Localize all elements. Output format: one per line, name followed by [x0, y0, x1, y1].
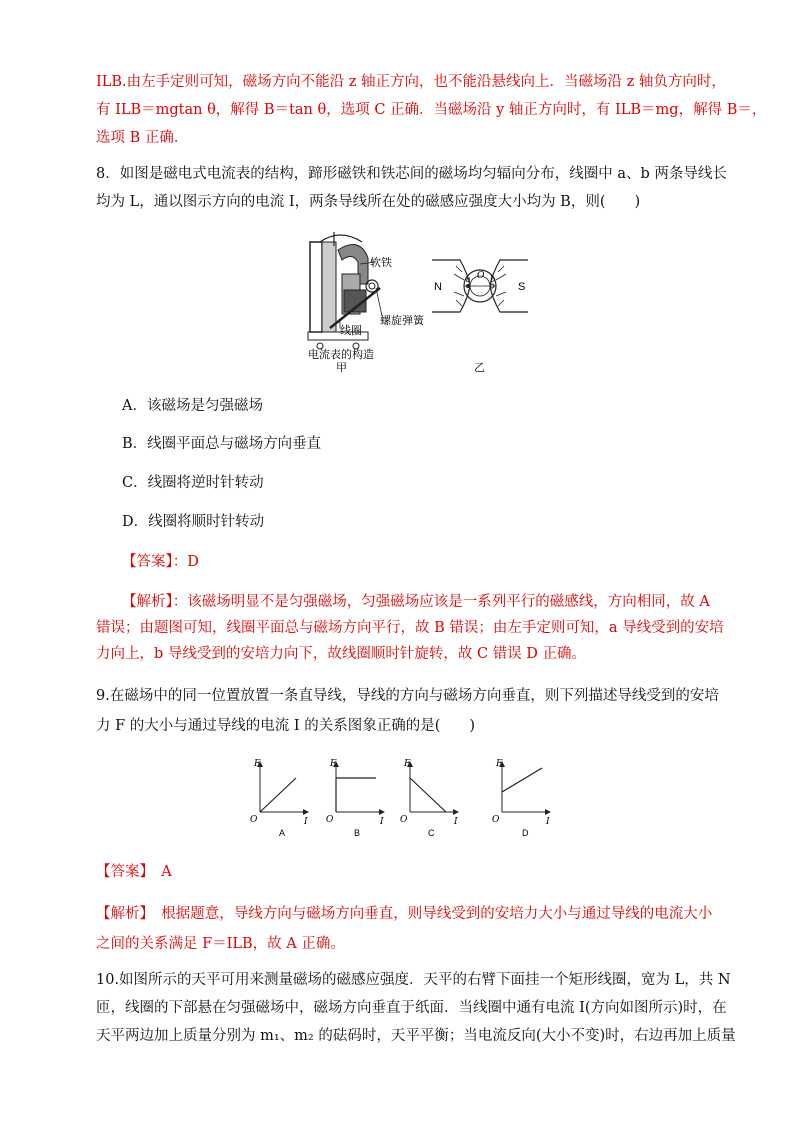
q8-stem-line-2: 均为 L，通以图示方向的电流 I，两条导线所在处的磁感应强度大小均为 B，则( ) [96, 194, 641, 210]
graph-c-origin: O [400, 815, 408, 825]
label-wire-b: b [490, 275, 496, 284]
graph-c-x-label: I [454, 817, 458, 827]
graph-a-origin: O [250, 815, 258, 825]
q8-stem-line-1: 8．如图是磁电式电流表的结构，蹄形磁铁和铁芯间的磁场均匀辐向分布，线圈中 a、b 两条导线长 [96, 166, 727, 182]
q8-option-a: A．该磁场是匀强磁场 [122, 398, 263, 414]
graph-a-x-label: I [304, 817, 308, 827]
q10-stem-line-1: 10.如图所示的天平可用来测量磁场的磁感应强度．天平的右臂下面挂一个矩形线圈，宽为 L，共 N [96, 972, 731, 988]
label-north-pole: N [434, 281, 442, 293]
f-i-graphs [246, 756, 556, 840]
q9-stem-line-1: 9.在磁场中的同一位置放置一条直导线，导线的方向与磁场方向垂直，则下列描述导线受到的安培 [96, 688, 719, 704]
graph-d [492, 759, 550, 838]
q8-option-c: C．线圈将逆时针转动 [122, 475, 264, 491]
graph-a-y-label: F [254, 759, 261, 769]
label-south-pole: S [518, 281, 526, 293]
graph-d-x-label: I [546, 817, 550, 827]
q10-stem-line-3: 天平两边加上质量分别为 m₁、m₂ 的砝码时，天平平衡；当电流反向(大小不变)时，右边再加上质量 [96, 1028, 736, 1044]
label-coil: 线圈 [340, 325, 362, 337]
caption-yi: 乙 [474, 362, 485, 374]
graph-b-origin: O [326, 815, 334, 825]
graph-c-caption: C [428, 828, 435, 838]
q8-answer: 【答案】：D [122, 554, 199, 570]
graph-d-y-label: F [496, 759, 503, 769]
graph-b-caption: B [354, 828, 361, 838]
graph-c-y-label: F [404, 759, 411, 769]
graph-a [250, 759, 308, 838]
label-center-o: O [477, 271, 485, 281]
caption-ammeter-structure: 电流表的构造 [308, 349, 374, 361]
graph-b-y-label: F [330, 759, 337, 769]
q8-analysis-line-1: 【解析】：该磁场明显不是匀强磁场，匀强磁场应该是一系列平行的磁感线，方向相同，故 A [122, 594, 710, 610]
q8-option-b: B．线圈平面总与磁场方向垂直 [122, 436, 322, 452]
magnetic-field-cross-section-figure [430, 256, 530, 376]
graph-d-caption: D [522, 828, 529, 838]
q9-stem-line-2: 力 F 的大小与通过导线的电流 I 的关系图象正确的是( ) [96, 718, 476, 734]
q9-answer: 【答案】 A [96, 864, 172, 880]
graph-a-caption: A [279, 828, 286, 838]
label-soft-iron: 软铁 [370, 257, 392, 269]
prev-analysis-line-2: 有 ILB＝mgtan θ，解得 B＝tan θ，选项 C 正确．当磁场沿 y 轴正方向时，有 ILB＝mg，解得 B＝， [96, 102, 767, 118]
graph-c [400, 759, 458, 838]
q8-option-d: D．线圈将顺时针转动 [122, 514, 265, 530]
label-spiral-spring: 螺旋弹簧 [380, 315, 424, 327]
prev-analysis-line-1: ILB.由左手定则可知，磁场方向不能沿 z 轴正方向，也不能沿悬线向上．当磁场沿 z 轴负方向时， [96, 74, 726, 90]
label-wire-a: a [466, 275, 471, 284]
q9-analysis-line-1: 【解析】 根据题意，导线方向与磁场方向垂直，则导线受到的安培力大小与通过导线的电流大小 [96, 906, 713, 922]
caption-jia: 甲 [336, 362, 347, 374]
prev-analysis-line-3: 选项 B 正确． [96, 130, 189, 146]
q8-analysis-line-3: 力向上，b 导线受到的安培力向下，故线圈顺时针旋转，故 C 错误 D 正确。 [96, 646, 587, 662]
q9-analysis-line-2: 之间的关系满足 F＝ILB，故 A 正确。 [96, 936, 345, 952]
ammeter-structure-figure [300, 224, 424, 374]
q10-stem-line-2: 匝，线圈的下部悬在匀强磁场中，磁场方向垂直于纸面．当线圈中通有电流 I(方向如图所示)时，在 [96, 1000, 727, 1016]
graph-b [326, 759, 384, 838]
graph-b-x-label: I [380, 817, 384, 827]
q8-analysis-line-2: 错误；由题图可知，线圈平面总与磁场方向平行，故 B 错误；由左手定则可知，a 导线受到的安培 [96, 620, 724, 636]
graph-d-origin: O [492, 815, 500, 825]
